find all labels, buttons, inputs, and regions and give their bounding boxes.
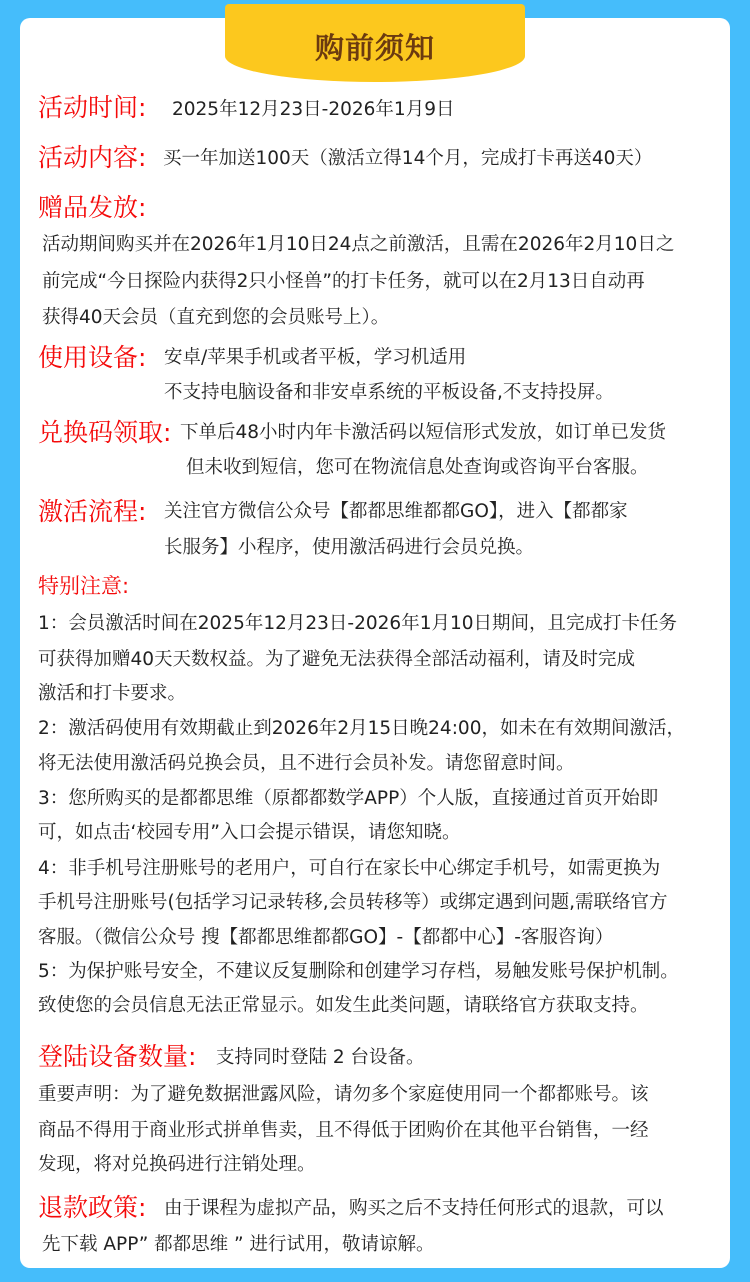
- statement-line: 商品不得用于商业形式拼单售卖，且不得低于团购价在其他平台销售，一经: [38, 1120, 649, 1141]
- note-line: 2：激活码使用有效期截止到2026年2月15日晚24:00，如未在有效期间激活，: [38, 718, 685, 739]
- login-devices-value: 支持同时登陆 2 台设备。: [216, 1047, 425, 1068]
- code-line: 但未收到短信，您可在物流信息处查询或咨询平台客服。: [186, 457, 649, 478]
- note-line: 1：会员激活时间在2025年12月23日-2026年1月10日期间，且完成打卡任务: [38, 613, 678, 634]
- page-title: 购前须知: [314, 31, 435, 65]
- login-devices-label: 登陆设备数量:: [38, 1042, 197, 1071]
- gift-label: 赠品发放:: [38, 193, 147, 222]
- notes-label: 特别注意:: [38, 574, 130, 598]
- activity-content-label: 活动内容:: [38, 143, 147, 172]
- note-line: 将无法使用激活码兑换会员，且不进行会员补发。请您留意时间。: [38, 753, 575, 774]
- refund-line: 先下载 APP” 都都思维 ” 进行试用，敬请谅解。: [42, 1234, 435, 1255]
- statement-line: 重要声明：为了避免数据泄露风险，请勿多个家庭使用同一个都都账号。该: [38, 1084, 649, 1105]
- devices-line: 安卓/苹果手机或者平板，学习机适用: [164, 347, 467, 368]
- note-line: 致使您的会员信息无法正常显示。如发生此类问题，请联络官方获取支持。: [38, 995, 649, 1016]
- code-line: 下单后48小时内年卡激活码以短信形式发放，如订单已发货: [180, 422, 667, 443]
- note-line: 手机号注册账号(包括学习记录转移,会员转移等）或绑定遇到问题,需联络官方: [38, 892, 668, 913]
- note-line: 4：非手机号注册账号的老用户，可自行在家长中心绑定手机号，如需更换为: [38, 858, 661, 879]
- note-line: 可获得加赠40天天数权益。为了避免无法获得全部活动福利，请及时完成: [38, 649, 636, 670]
- refund-line: 由于课程为虚拟产品，购买之后不支持任何形式的退款，可以: [164, 1198, 664, 1219]
- note-line: 客服。（微信公众号 搜【都都思维都都GO】-【都都中心】-客服咨询）: [38, 927, 614, 948]
- note-line: 激活和打卡要求。: [38, 683, 187, 704]
- activity-time-value: 2025年12月23日-2026年1月9日: [172, 99, 455, 120]
- devices-label: 使用设备:: [38, 343, 147, 372]
- note-line: 可，如点击‘校园专用”入口会提示错误，请您知晓。: [38, 822, 461, 843]
- activation-line: 长服务】小程序，使用激活码进行会员兑换。: [164, 537, 535, 558]
- statement-line: 发现，将对兑换码进行注销处理。: [38, 1154, 316, 1175]
- gift-line: 获得40天会员（直充到您的会员账号上）。: [42, 307, 390, 328]
- title-banner: [225, 4, 525, 82]
- activity-content-value: 买一年加送100天（激活立得14个月，完成打卡再送40天）: [163, 148, 653, 169]
- refund-label: 退款政策:: [38, 1193, 147, 1222]
- gift-line: 活动期间购买并在2026年1月10日24点之前激活，且需在2026年2月10日之: [42, 234, 675, 255]
- gift-line: 前完成“今日探险内获得2只小怪兽”的打卡任务，就可以在2月13日自动再: [42, 271, 645, 292]
- activity-time-label: 活动时间:: [38, 93, 147, 122]
- code-label: 兑换码领取:: [38, 418, 172, 447]
- activation-line: 关注官方微信公众号【都都思维都都GO】，进入【都都家: [164, 501, 628, 522]
- activation-label: 激活流程:: [38, 497, 147, 526]
- note-line: 3：您所购买的是都都思维（原都都数学APP）个人版，直接通过首页开始即: [38, 788, 659, 809]
- note-line: 5：为保护账号安全，不建议反复删除和创建学习存档，易触发账号保护机制。: [38, 961, 679, 982]
- devices-line: 不支持电脑设备和非安卓系统的平板设备,不支持投屏。: [164, 382, 614, 403]
